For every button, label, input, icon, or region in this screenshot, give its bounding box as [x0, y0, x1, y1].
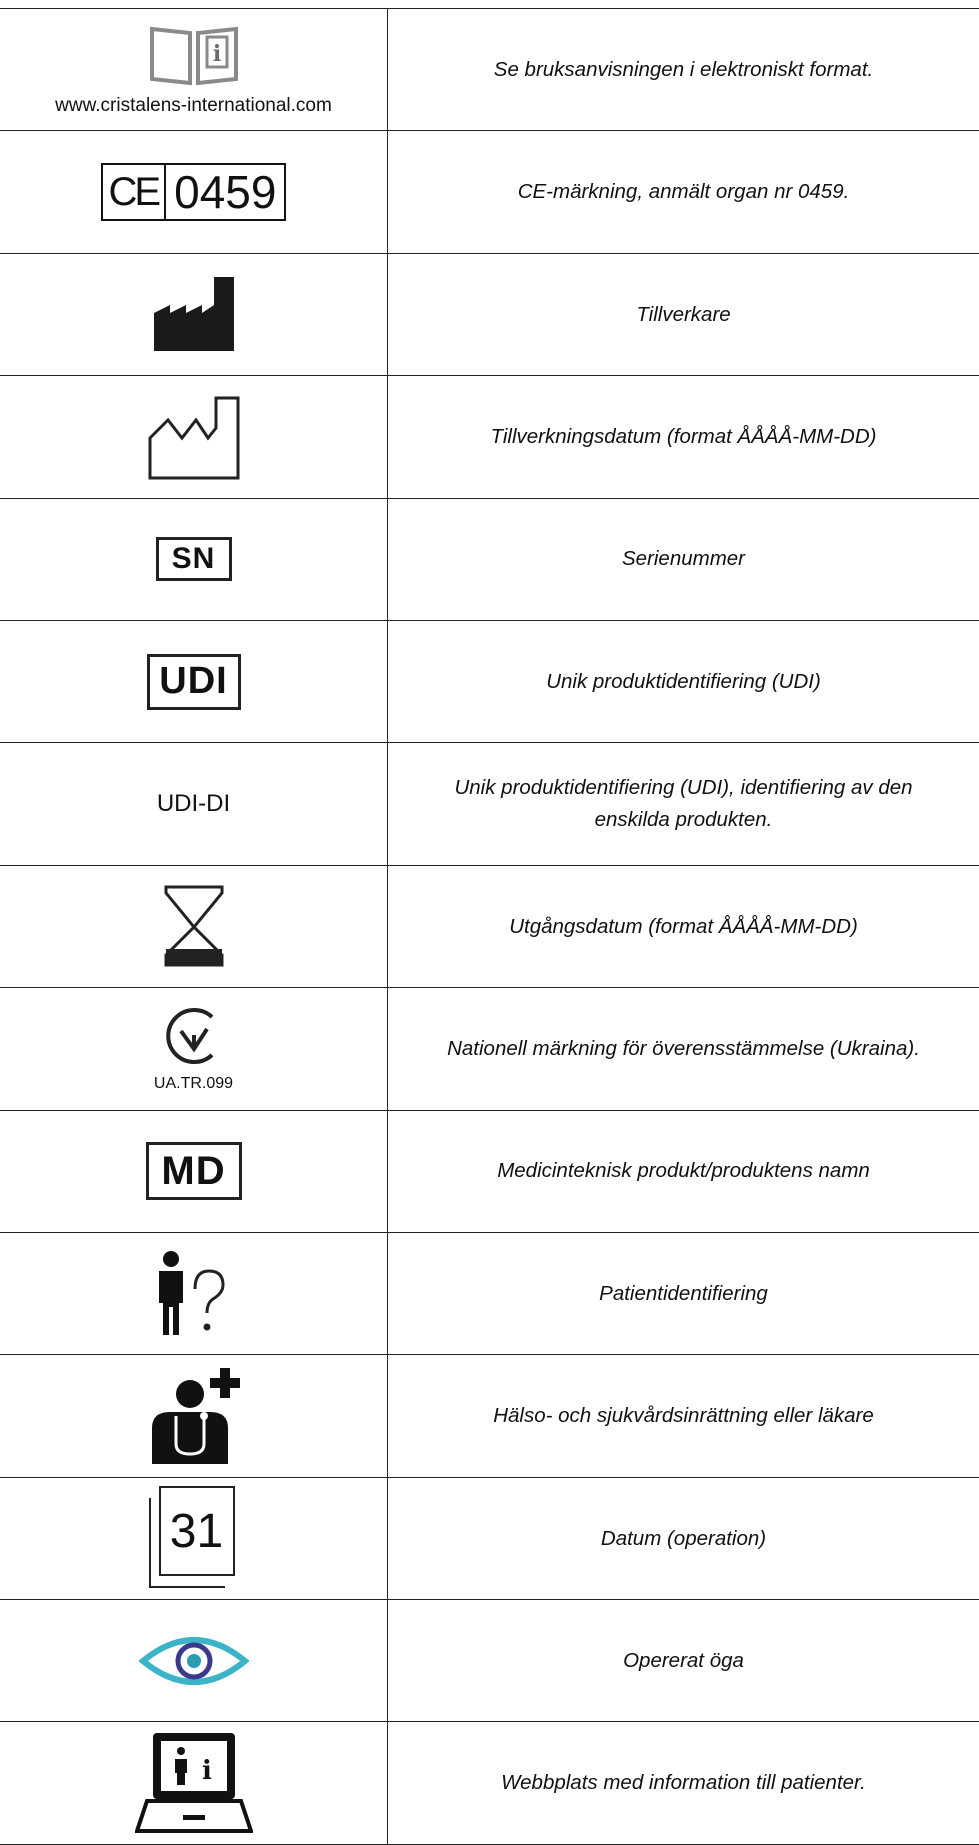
table-row — [0, 1722, 979, 1844]
medical-device-text: MD — [161, 1148, 226, 1193]
serial-number-icon — [156, 537, 232, 581]
health-care-centre-icon — [142, 1366, 246, 1466]
symbol-cell — [0, 1233, 388, 1354]
table-row — [0, 743, 979, 865]
operated-eye-icon — [139, 1631, 249, 1691]
ukraine-conformity-icon — [163, 1005, 225, 1067]
symbol-description: Unik produktidentifiering (UDI), identifiering av den enskilda produkten. — [454, 776, 913, 832]
symbol-description: Opererat öga — [623, 1648, 744, 1672]
patient-id-icon — [149, 1249, 239, 1339]
symbol-cell — [0, 1111, 388, 1232]
symbol-description: Nationell märkning för överensstämmelse (Ukraina). — [447, 1036, 920, 1060]
symbol-cell — [0, 254, 388, 375]
symbol-description: Serienummer — [621, 547, 746, 571]
table-row — [0, 1478, 979, 1600]
table-row — [0, 1111, 979, 1233]
calendar-day-text: 31 — [169, 1504, 224, 1558]
udi-icon — [147, 654, 241, 710]
manufacturer-icon — [152, 275, 236, 353]
table-row — [0, 254, 979, 376]
table-row — [0, 376, 979, 498]
ce-mark-icon: CE 0459 — [101, 163, 287, 221]
symbol-cell — [0, 1478, 388, 1599]
svg-text:i: i — [201, 1756, 212, 1787]
symbol-cell — [0, 866, 388, 987]
table-row — [0, 1233, 979, 1355]
symbol-cell — [0, 499, 388, 620]
table-row — [0, 988, 979, 1110]
serial-number-text: SN — [171, 542, 216, 576]
udi-text: UDI — [159, 660, 228, 703]
hourglass-icon — [162, 883, 226, 969]
symbol-cell — [0, 376, 388, 497]
table-row — [0, 499, 979, 621]
symbol-description: Tillverkningsdatum (format ÅÅÅÅ-MM-DD) — [490, 424, 877, 448]
manufacture-date-icon — [146, 394, 242, 480]
symbol-cell — [0, 131, 388, 252]
calendar-front-page — [159, 1486, 235, 1576]
symbol-cell — [0, 1600, 388, 1721]
svg-text:i: i — [212, 40, 221, 67]
symbol-description: Webbplats med information till patienter. — [501, 1771, 866, 1795]
date-calendar-icon — [149, 1486, 239, 1590]
table-row — [0, 866, 979, 988]
symbol-cell — [0, 1722, 388, 1843]
symbol-description: Tillverkare — [636, 302, 731, 326]
symbol-cell — [0, 9, 388, 130]
ce-notified-body-number: 0459 — [174, 166, 277, 219]
table-row — [0, 1600, 979, 1722]
udi-di-label: UDI-DI — [156, 790, 231, 818]
symbol-cell — [0, 743, 388, 864]
symbol-description: Hälso- och sjukvårdsinrättning eller läkare — [493, 1404, 874, 1428]
table-row — [0, 131, 979, 253]
symbol-description: Medicinteknisk produkt/produktens namn — [497, 1159, 870, 1183]
symbol-description: Unik produktidentifiering (UDI) — [546, 669, 821, 693]
symbol-description: Utgångsdatum (format ÅÅÅÅ-MM-DD) — [509, 914, 858, 938]
table-row — [0, 1355, 979, 1477]
ukraine-cert-code: UA.TR.099 — [153, 1074, 234, 1092]
patient-info-website-icon — [135, 1731, 253, 1835]
table-row — [0, 9, 979, 131]
symbol-cell — [0, 621, 388, 742]
symbol-description: Se bruksanvisningen i elektroniskt format. — [493, 57, 874, 81]
symbol-table — [0, 8, 979, 1845]
symbol-description: Patientidentifiering — [599, 1281, 768, 1305]
table-row — [0, 621, 979, 743]
medical-device-icon — [146, 1142, 242, 1200]
instructions-url: www.cristalens-international.com — [55, 94, 332, 116]
symbol-cell — [0, 988, 388, 1109]
symbol-description: Datum (operation) — [600, 1526, 767, 1550]
symbol-cell — [0, 1355, 388, 1476]
symbol-description: CE-märkning, anmält organ nr 0459. — [517, 180, 850, 204]
instructions-icon — [144, 23, 244, 87]
